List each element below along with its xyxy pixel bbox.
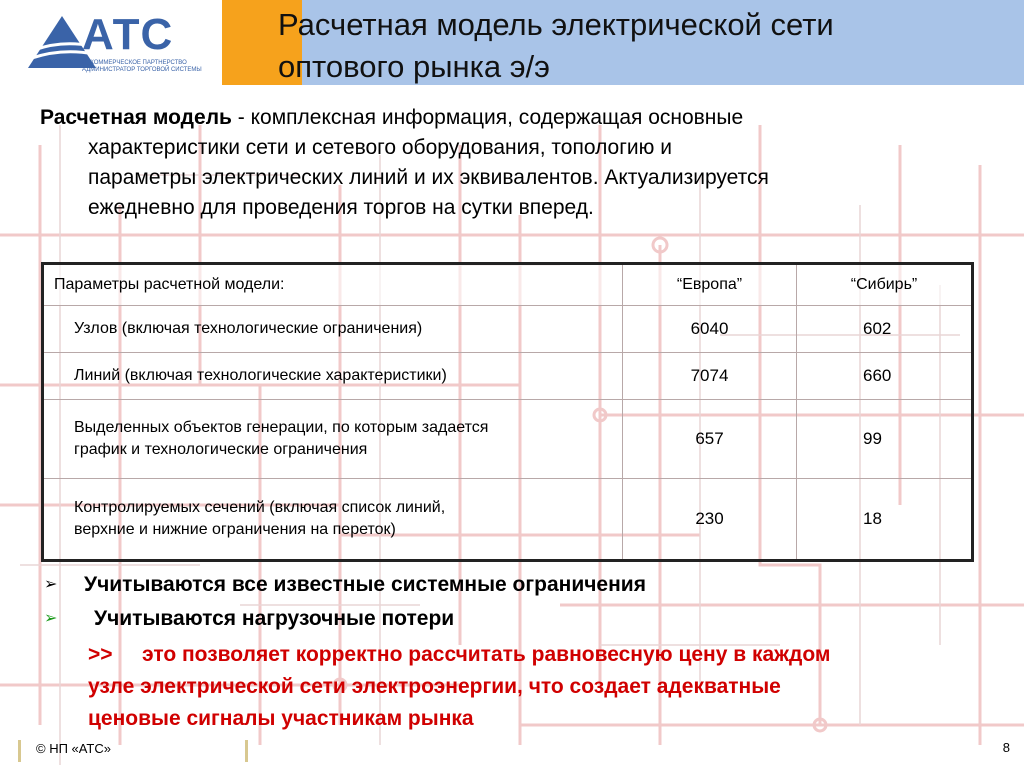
value-siberia: 99 — [797, 400, 973, 479]
bullet-text: Учитываются все известные системные ограничения — [84, 573, 646, 596]
intro-line3: параметры электрических линий и их эквивалентов. Актуализируется — [88, 166, 769, 189]
intro-paragraph — [40, 103, 940, 223]
table-row — [43, 400, 973, 479]
value-europe: 7074 — [623, 353, 797, 400]
row-label — [43, 353, 623, 400]
page-number: 8 — [1002, 740, 1010, 755]
value-europe: 657 — [623, 400, 797, 479]
value-europe: 230 — [623, 479, 797, 561]
bullet-item — [44, 570, 646, 600]
header-label-cell: Параметры расчетной модели: — [43, 264, 623, 306]
slide-title — [278, 4, 1018, 88]
slide-title-line1: Расчетная модель электрической сети — [278, 7, 834, 42]
intro-term: Расчетная модель — [40, 106, 232, 129]
intro-line4: ежедневно для проведения торгов на сутки вперед. — [88, 196, 594, 219]
logo-subtitle-line2: АДМИНИСТРАТОР ТОРГОВОЙ СИСТЕМЫ — [82, 67, 202, 73]
table-row — [43, 306, 973, 353]
value-europe: 6040 — [623, 306, 797, 353]
row-label — [43, 400, 623, 479]
bullet-text: Учитываются нагрузочные потери — [94, 607, 455, 630]
arrow-bullet-icon: ➢ — [44, 610, 58, 627]
conclusion-line3: ценовые сигналы участникам рынка — [88, 707, 474, 730]
row-label-line1: Узлов (включая технологические ограничения) — [74, 320, 423, 337]
logo-wordmark: АТС — [82, 10, 174, 59]
logo-subtitle — [82, 60, 202, 74]
header-siberia-cell: “Сибирь” — [797, 264, 973, 306]
row-label-line1: Выделенных объектов генерации, по которым задается — [74, 419, 489, 436]
intro-line1 — [40, 103, 940, 133]
value-siberia: 660 — [797, 353, 973, 400]
row-label-line1: Линий (включая технологические характеристики) — [74, 367, 447, 384]
logo — [0, 0, 222, 85]
value-siberia: 18 — [797, 479, 973, 561]
conclusion-text — [88, 639, 928, 735]
bullet-item — [44, 604, 454, 634]
row-label-line2: верхние и нижние ограничения на переток) — [74, 521, 396, 538]
row-label-line1: Контролируемых сечений (включая список линий, — [74, 499, 446, 516]
conclusion-marker: >> — [88, 643, 113, 666]
table-row — [43, 353, 973, 400]
intro-line1-rest: - комплексная информация, содержащая основные — [231, 106, 744, 129]
arrow-bullet-icon: ➢ — [44, 576, 58, 593]
intro-line2: характеристики сети и сетевого оборудования, топологию и — [88, 136, 672, 159]
model-parameters-table — [41, 262, 974, 562]
row-label — [43, 479, 623, 561]
value-siberia: 602 — [797, 306, 973, 353]
row-label-line2: график и технологические ограничения — [74, 441, 368, 458]
conclusion-line1-text: это позволяет корректно рассчитать равновесную цену в каждом — [142, 643, 831, 666]
table-header-row — [43, 264, 973, 306]
slide-title-line2: оптового рынка э/э — [278, 49, 550, 84]
header-europe-cell: “Европа” — [623, 264, 797, 306]
conclusion-line1 — [88, 639, 928, 671]
table-row — [43, 479, 973, 561]
conclusion-line2: узле электрической сети электроэнергии, что создает адекватные — [88, 675, 781, 698]
copyright: © НП «АТС» — [36, 741, 111, 756]
row-label — [43, 306, 623, 353]
logo-subtitle-line1: НЕКОММЕРЧЕСКОЕ ПАРТНЕРСТВО — [82, 60, 187, 66]
